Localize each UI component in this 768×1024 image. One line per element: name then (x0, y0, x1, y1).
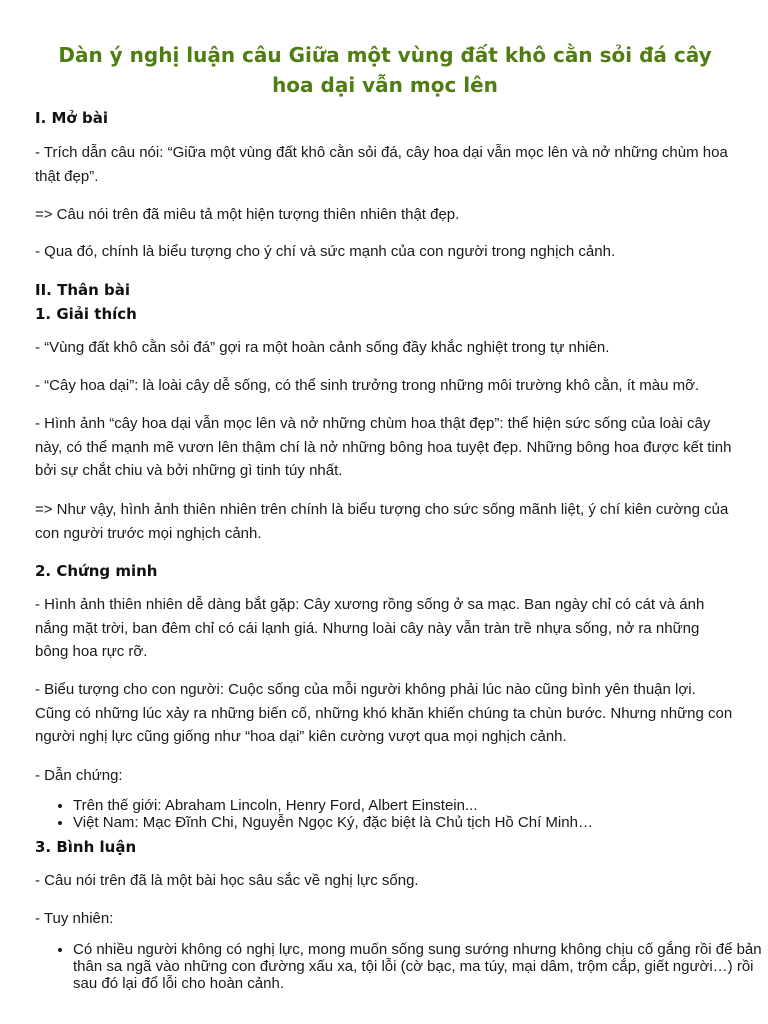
however-list (35, 941, 768, 992)
list-item: • Có nhiều người không có nghị lực, mong muốn sống sung sướng nhưng không chịu cố gắng rồi để bản thân sa ngã vào những con đường xấu xa, tội lỗi (cờ bạc, ma túy, mại dâm, trộm cắp, giết người…) rồi sau đó lại đổ lỗi cho hoàn cảnh. (73, 941, 768, 992)
list-item: • Việt Nam: Mạc Đĩnh Chi, Nguyễn Ngọc Ký, đặc biệt là Chủ tịch Hồ Chí Minh… (73, 815, 768, 832)
giai-thich-paragraph-2: - “Cây hoa dại”: là loài cây dễ sống, có thể sinh trưởng trong những môi trường khô cằn, ít màu mỡ. (35, 377, 700, 394)
mo-bai-paragraph-2: => Câu nói trên đã miêu tả một hiện tượng thiên nhiên thật đẹp. (35, 206, 460, 223)
mo-bai-paragraph-3: - Qua đó, chính là biểu tượng cho ý chí và sức mạnh của con người trong nghịch cảnh. (35, 243, 616, 260)
heading-chung-minh: 2. Chứng minh (35, 562, 158, 580)
heading-mo-bai: I. Mở bài (35, 109, 108, 127)
binh-luan-paragraph-2: - Tuy nhiên: (35, 910, 114, 927)
giai-thich-paragraph-3: - Hình ảnh “cây hoa dại vẫn mọc lên và nở những chùm hoa thật đẹp”: thể hiện sức sống của loài cây này, có thể mạnh mẽ vươn lên thậm chí là nở những bông hoa tuyệt đẹp. Những bông hoa được kết tinh bởi sự chắt chiu và bởi những gì tinh túy nhất. (35, 415, 732, 479)
chung-minh-paragraph-3: - Dẫn chứng: (35, 767, 123, 784)
evidence-list (35, 798, 768, 831)
mo-bai-paragraph-1: - Trích dẫn câu nói: “Giữa một vùng đất khô cằn sỏi đá, cây hoa dại vẫn mọc lên và nở những chùm hoa thật đẹp”. (35, 144, 728, 185)
heading-binh-luan: 3. Bình luận (35, 838, 137, 856)
list-item: • Trên thế giới: Abraham Lincoln, Henry Ford, Albert Einstein... (73, 798, 768, 815)
chung-minh-paragraph-2: - Biểu tượng cho con người: Cuộc sống của mỗi người không phải lúc nào cũng bình yên thuận lợi. Cũng có những lúc xảy ra những biến cố, những khó khăn khiến chúng ta chùn bước. Nhưng những con người nghị lực cũng giống như “hoa dại” kiên cường vượt qua mọi nghịch cảnh. (35, 681, 733, 745)
heading-than-bai: II. Thân bài (35, 281, 131, 299)
giai-thich-paragraph-4: => Như vậy, hình ảnh thiên nhiên trên chính là biểu tượng cho sức sống mãnh liệt, ý chí kiên cường của con người trước mọi nghịch cảnh. (35, 501, 729, 542)
heading-giai-thich: 1. Giải thích (35, 305, 137, 323)
chung-minh-paragraph-1: - Hình ảnh thiên nhiên dễ dàng bắt gặp: Cây xương rồng sống ở sa mạc. Ban ngày chỉ có cát và ánh nắng mặt trời, ban đêm chỉ có cái lạnh giá. Nhưng loài cây này vẫn tràn trề nhựa sống, nở ra những bông hoa rực rỡ. (35, 596, 705, 660)
document-title: Dàn ý nghị luận câu Giữa một vùng đất khô cằn sỏi đá cây hoa dại vẫn mọc lên (58, 43, 712, 97)
giai-thich-paragraph-1: - “Vùng đất khô cằn sỏi đá” gợi ra một hoàn cảnh sống đầy khắc nghiệt trong tự nhiên. (35, 339, 610, 356)
binh-luan-paragraph-1: - Câu nói trên đã là một bài học sâu sắc về nghị lực sống. (35, 872, 419, 889)
